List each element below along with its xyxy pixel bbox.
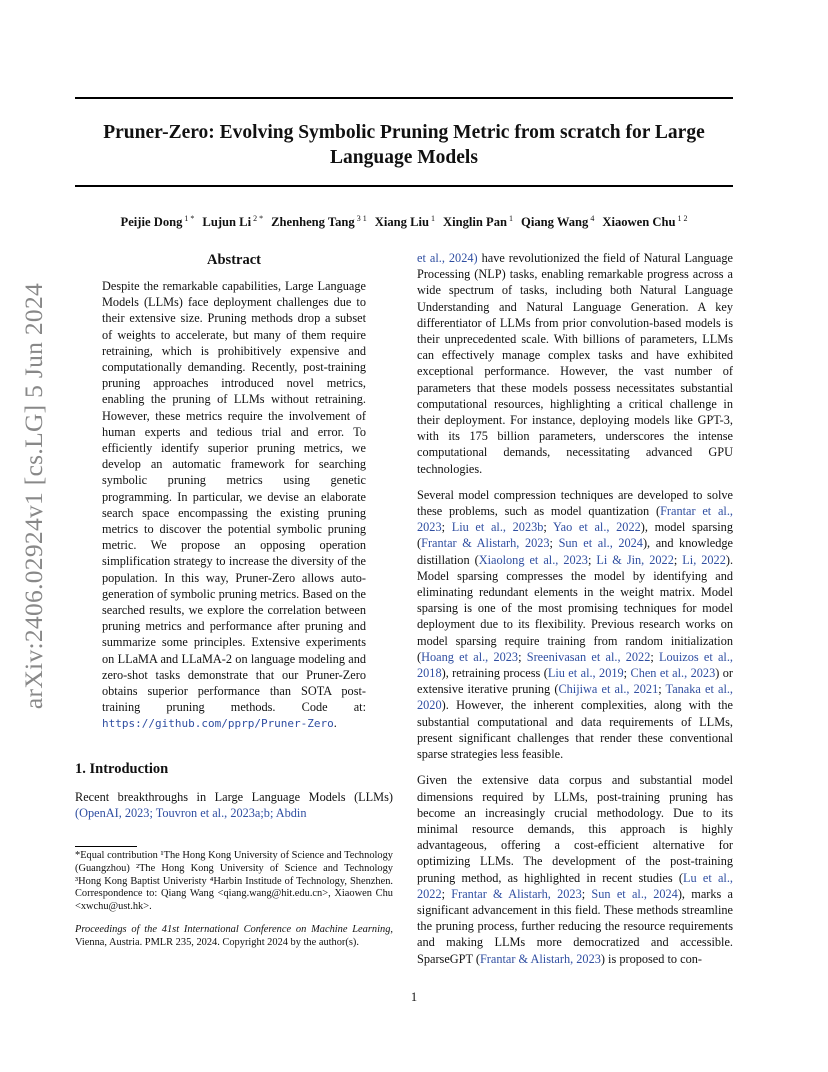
author-name: Peijie Dong $^{1 *}$: [120, 214, 195, 230]
paragraph-text: ). However, the inherent complexities, along with the substantial computational and data requirements of LLMs, present significant challenges that render these conventional sparse strategies less feasible.: [417, 698, 733, 762]
title-bottom-rule: [75, 185, 733, 187]
citation-link[interactable]: (OpenAI, 2023; Touvron et al., 2023a;b; Abdin: [75, 805, 307, 820]
footnote-rule: [75, 846, 137, 847]
author-list: [75, 214, 733, 230]
author-name: Qiang Wang $^4$: [521, 214, 595, 230]
paragraph-text: ;: [658, 682, 666, 697]
proceedings-note: [75, 924, 393, 950]
author-affiliation: 3 1: [356, 214, 367, 223]
citation-link[interactable]: Tanaka et al., 2020: [417, 682, 734, 713]
author-affiliation: 1: [509, 214, 514, 223]
top-rule: [75, 97, 733, 99]
citation-link[interactable]: et al., 2024): [417, 251, 478, 265]
paragraph-text: ;: [581, 886, 592, 901]
citation-link[interactable]: Chen et al., 2023: [630, 666, 716, 681]
citation-link[interactable]: Sun et al., 2024: [558, 536, 643, 551]
paragraph-text: ), marks a significant advancement in this field. These methods streamline the pruning process, further reducing the resource requirements and making LLMs more democratized and accessible. SparseGPT (: [417, 886, 734, 966]
citation-link[interactable]: Hoang et al., 2023: [421, 649, 519, 664]
author-affiliation: 1: [430, 214, 435, 223]
citation-link[interactable]: Frantar & Alistarh, 2023: [451, 886, 582, 901]
affiliation-footnote: *Equal contribution ¹The Hong Kong University of Science and Technology (Guangzhou) ²The Hong Kong University of Science and Technology ³Hong Kong Baptist Univeristy ⁴Harbin Institude of Technology, Shenzhen. Correspondence to: Qiang Wang <qiang.wang@hit.edu.cn>, Xiaowen Chu <xwchu@ust.hk>.: [75, 850, 393, 913]
arxiv-identifier[interactable]: [18, 282, 50, 710]
paper-title: Pruner-Zero: Evolving Symbolic Pruning Metric from scratch for Large Language Models: [103, 122, 705, 168]
paragraph-text: Given the extensive data corpus and substantial model dimensions required by LLMs, post-training pruning has become an increasingly crucial methodology. Due to its minimal resource demands, this approach is highly advantageous, offering a cost-efficient alternative for optimizing LLMs. The development of the post-training pruning method, as highlighted in recent studies (: [417, 773, 733, 885]
citation-link[interactable]: Frantar & Alistarh, 2023: [421, 536, 550, 551]
author-name: Lujun Li $^{2 *}$: [202, 214, 264, 230]
left-column: [75, 250, 393, 821]
author-affiliation: 1 *: [184, 214, 195, 223]
code-link[interactable]: https://github.com/pprp/Pruner-Zero: [102, 717, 334, 731]
paragraph-text: ) is proposed to con-: [600, 951, 702, 966]
author-affiliation: 1 2: [677, 214, 688, 223]
paragraph-text: ), retraining process (: [441, 666, 548, 681]
paragraph-text: ), model sparsing (: [417, 520, 733, 551]
author-name: Xinglin Pan $^1$: [442, 214, 514, 230]
citation-link[interactable]: Frantar et al., 2023: [417, 504, 733, 535]
section-heading-introduction: 1. Introduction: [75, 760, 169, 777]
citation-link[interactable]: Chijiwa et al., 2021: [558, 682, 659, 697]
paragraph-text: ;: [587, 552, 597, 567]
paragraph-text: ) or extensive iterative pruning (: [417, 666, 733, 697]
footnotes: [75, 846, 393, 950]
paragraph-llm-revolution: [417, 250, 733, 477]
author-name: Xiaowen Chu $^{1 2}$: [602, 214, 688, 230]
proceedings-rest: , Vienna, Austria. PMLR 235, 2024. Copyright 2024 by the author(s).: [75, 923, 393, 948]
citation-link[interactable]: Louizos et al., 2018: [417, 649, 733, 681]
abstract-heading: Abstract: [207, 252, 261, 268]
citation-link[interactable]: Frantar & Alistarh, 2023: [479, 951, 601, 966]
paragraph-post-training-pruning: [417, 772, 733, 966]
citation-link[interactable]: Li, 2022: [682, 552, 726, 567]
paragraph-text: ;: [441, 886, 452, 901]
citation-link[interactable]: Yao et al., 2022: [553, 520, 641, 535]
citation-link[interactable]: Xiaolong et al., 2023: [478, 552, 588, 567]
abstract-end: .: [333, 716, 337, 731]
citation-link[interactable]: Sreenivasan et al., 2022: [526, 649, 651, 664]
paragraph-text: ;: [543, 520, 554, 535]
paragraph-text: Several model compression techniques are developed to solve these problems, such as model quantization (: [417, 487, 733, 519]
proceedings-title: Proceedings of the 41st International Conference on Machine Learning: [75, 923, 391, 935]
page-number: 1: [410, 990, 418, 1004]
paragraph-text: ), and knowledge distillation (: [417, 536, 734, 567]
paragraph-text: ;: [650, 649, 660, 664]
paragraph-text: ;: [549, 536, 559, 551]
paragraph-text: ). Model sparsing compresses the model by identifying and eliminating redundant elements in the weight matrix. Model sparsing is one of the most promising techniques for model deployment due to its flexibility. Previous research works on model sparsing require training from random initialization (: [417, 552, 734, 664]
paragraph-text: ;: [673, 552, 683, 567]
paragraph-text: ;: [623, 666, 631, 681]
paragraph-text: ;: [441, 520, 452, 535]
intro-text: Recent breakthroughs in Large Language Models (LLMs): [75, 789, 393, 804]
paragraph-text: ;: [518, 649, 527, 664]
citation-link[interactable]: Liu et al., 2023b: [451, 520, 544, 535]
abstract-body-text: Despite the remarkable capabilities, Large Language Models (LLMs) face deployment challenges due to their extensive size. Pruning methods drop a subset of weights to accelerate, but many of them require retraining, which is prohibitively expensive and computationally demanding. Recently, post-training pruning approaches introduced novel metrics, enabling the pruning of LLMs without retraining. However, these metrics require the involvement of human experts and tedious trial and error. To efficiently identify superior pruning metrics, we develop an automatic framework for searching symbolic pruning metrics using genetic programming. In particular, we devise an elaborate search space encompassing the existing pruning metrics to discover the potential symbolic pruning metric. We propose an opposing operation simplification strategy to increase the diversity of the population. In this way, Pruner-Zero allows auto-generation of symbolic pruning metrics. Based on the searched results, we explore the correlation between pruning metrics and performance after pruning and summarize some principles. Extensive experiments on LLaMA and LLaMA-2 on language modeling and zero-shot tasks demonstrate that our Pruner-Zero obtains superior performance than SOTA post-training pruning methods. Code at:: [102, 279, 366, 715]
citation-link[interactable]: Lu et al., 2022: [417, 870, 733, 901]
author-affiliation: 4: [590, 214, 595, 223]
arxiv-identifier-text: arXiv:2406.02924v1 [cs.LG] 5 Jun 2024: [19, 282, 48, 710]
abstract-text: [75, 278, 393, 733]
author-name: Xiang Liu $^1$: [374, 214, 435, 230]
paragraph-text: have revolutionized the field of Natural Language Processing (NLP) tasks, enabling remarkable progress across a wide spectrum of tasks, including both Natural Language Understanding and Natural Language Generation. A key differentiator of LLMs from prior convolution-based models is their unprecedented scale. With billions of parameters, LLMs can effectively manage complex tasks and have exhibited exceptional performance. However, the vast number of parameters that these models possess necessitates substantial computational resources, highlighting a critical challenge in their deployment. For instance, deploying models like GPT-3, with its 175 billion parameters, underscores the intense computational demands, necessitating advanced GPU technologies.: [417, 251, 733, 476]
intro-paragraph: [75, 789, 393, 821]
right-column: [417, 250, 733, 967]
citation-link[interactable]: Li & Jin, 2022: [596, 552, 674, 567]
paragraph-model-compression: [417, 487, 733, 762]
citation-link[interactable]: Sun et al., 2024: [591, 886, 678, 901]
author-name: Zhenheng Tang $^{3 1}$: [271, 214, 367, 230]
author-affiliation: 2 *: [253, 214, 264, 223]
citation-link[interactable]: Liu et al., 2019: [547, 666, 624, 681]
